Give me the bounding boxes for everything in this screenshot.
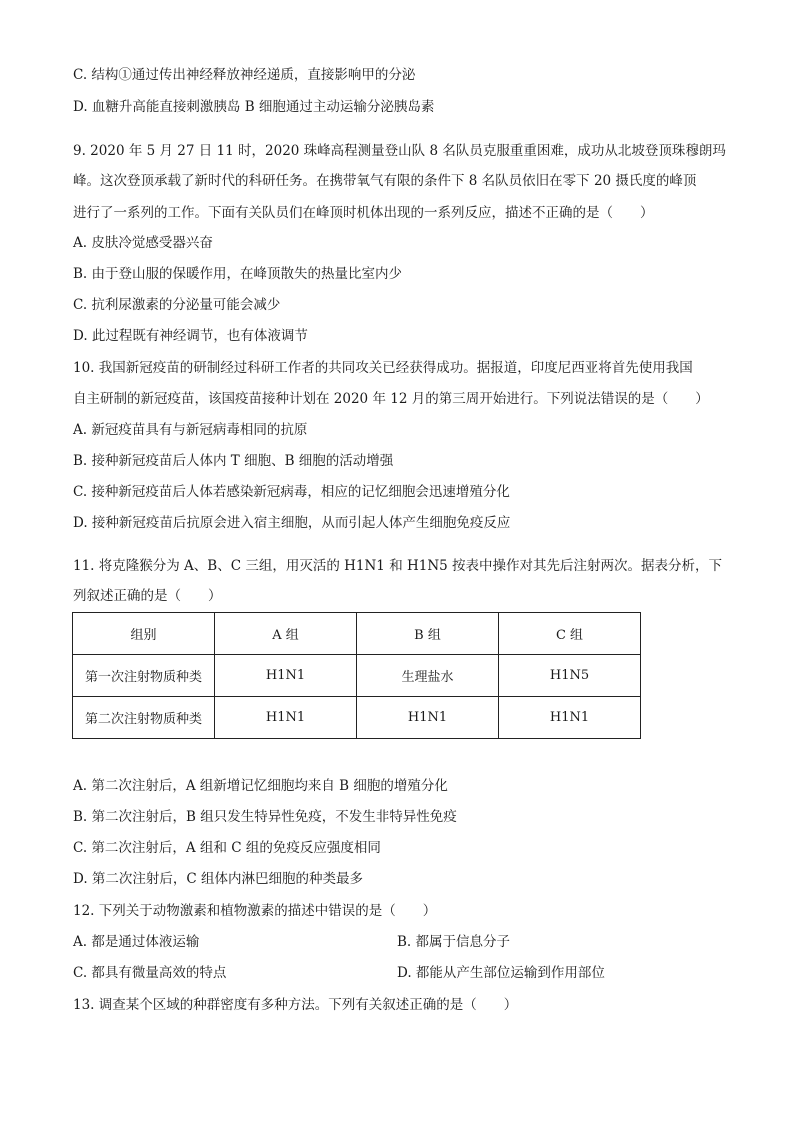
q8-option-c: C. 结构①通过传出神经释放神经递质，直接影响甲的分泌 [73,67,416,83]
q9-option-a: A. 皮肤冷觉感受器兴奋 [73,235,213,251]
table-cell: 第二次注射物质种类 [73,697,215,739]
q10-stem-line-1: 10. 我国新冠疫苗的研制经过科研工作者的共同攻关已经获得成功。据报道，印度尼西亚将首先使用我国 [73,360,693,376]
q10-option-b: B. 接种新冠疫苗后人体内 T 细胞、B 细胞的活动增强 [73,453,394,469]
q12-option-d: D. 都能从产生部位运输到作用部位 [397,965,605,981]
table-header-cell: B 组 [357,613,499,655]
table-cell: H1N1 [215,655,357,697]
q9-option-c: C. 抗利尿激素的分泌量可能会减少 [73,297,281,313]
q11-stem-line-2: 列叙述正确的是（ ） [73,588,222,604]
q10-option-d: D. 接种新冠疫苗后抗原会进入宿主细胞，从而引起人体产生细胞免疫反应 [73,515,511,531]
table-cell: H1N1 [215,697,357,739]
table-cell: H1N5 [499,655,641,697]
table-row [73,655,641,697]
table-cell: H1N1 [499,697,641,739]
q11-option-b: B. 第二次注射后，B 组只发生特异性免疫，不发生非特异性免疫 [73,809,457,825]
q13-stem: 13. 调查某个区域的种群密度有多种方法。下列有关叙述正确的是（ ） [73,997,518,1013]
q11-option-d: D. 第二次注射后，C 组体内淋巴细胞的种类最多 [73,871,364,887]
q12-option-a: A. 都是通过体液运输 [73,934,200,950]
q12-option-b: B. 都属于信息分子 [397,934,511,950]
q9-option-b: B. 由于登山服的保暖作用，在峰顶散失的热量比室内少 [73,266,403,282]
q9-stem-line-1: 9. 2020 年 5 月 27 日 11 时，2020 珠峰高程测量登山队 8 名队员克服重重困难，成功从北坡登顶珠穆朗玛 [73,143,726,159]
q11-option-c: C. 第二次注射后，A 组和 C 组的免疫反应强度相同 [73,840,381,856]
q9-option-d: D. 此过程既有神经调节，也有体液调节 [73,328,308,344]
q10-stem-line-2: 自主研制的新冠疫苗，该国疫苗接种计划在 2020 年 12 月的第三周开始进行。下列说法错误的是（ ） [73,391,709,407]
table-cell: 生理盐水 [357,655,499,697]
q12-stem: 12. 下列关于动物激素和植物激素的描述中错误的是（ ） [73,903,437,919]
q9-stem-line-3: 进行了一系列的工作。下面有关队员们在峰顶时机体出现的一系列反应，描述不正确的是（ ） [73,205,654,221]
table-row [73,697,641,739]
table-header-cell: A 组 [215,613,357,655]
q11-option-a: A. 第二次注射后，A 组新增记忆细胞均来自 B 细胞的增殖分化 [73,778,448,794]
q8-option-d: D. 血糖升高能直接刺激胰岛 B 细胞通过主动运输分泌胰岛素 [73,99,435,115]
table-header-row [73,613,641,655]
q12-option-c: C. 都具有微量高效的特点 [73,965,227,981]
q10-option-c: C. 接种新冠疫苗后人体若感染新冠病毒，相应的记忆细胞会迅速增殖分化 [73,484,510,500]
table-cell: H1N1 [357,697,499,739]
q11-stem-line-1: 11. 将克隆猴分为 A、B、C 三组，用灭活的 H1N1 和 H1N5 按表中操作对其先后注射两次。据表分析，下 [73,558,723,574]
table-header-cell: 组别 [73,613,215,655]
table-cell: 第一次注射物质种类 [73,655,215,697]
q9-stem-line-2: 峰。这次登顶承载了新时代的科研任务。在携带氧气有限的条件下 8 名队员依旧在零下 20 摄氏度的峰顶 [73,173,697,189]
q10-option-a: A. 新冠疫苗具有与新冠病毒相同的抗原 [73,422,308,438]
table-header-cell: C 组 [499,613,641,655]
injection-table [72,612,641,739]
